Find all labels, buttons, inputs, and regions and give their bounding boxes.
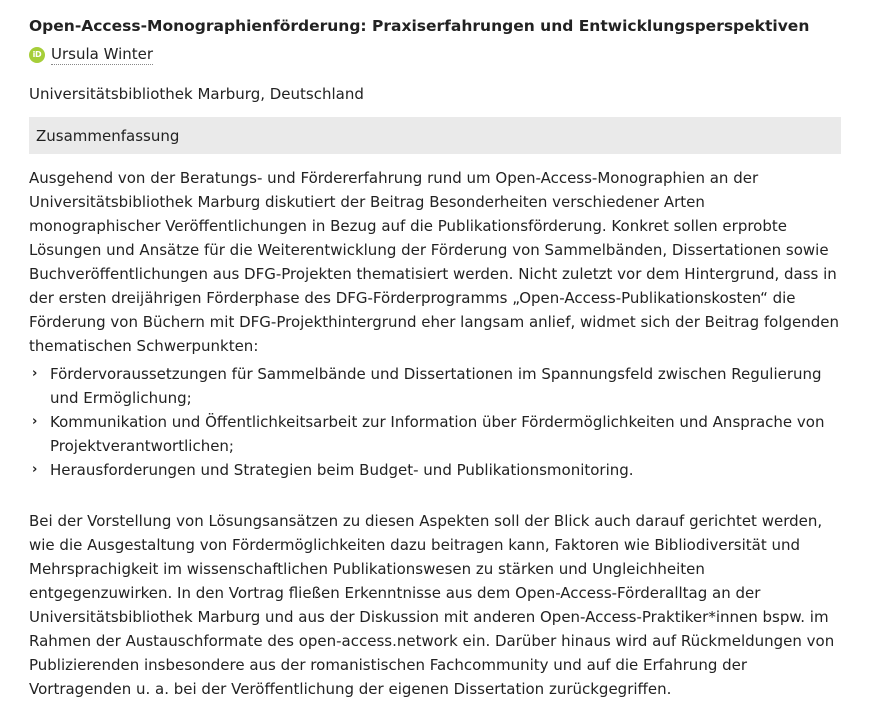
chevron-right-icon: ›	[32, 414, 38, 429]
chevron-right-icon: ›	[32, 462, 38, 477]
author-link[interactable]: Ursula Winter	[51, 45, 154, 63]
abstract-heading	[29, 117, 841, 154]
article-title: Open-Access-Monographienförderung: Praxiserfahrungen und Entwicklungsperspektiven	[29, 17, 810, 35]
orcid-icon-label: iD	[32, 50, 42, 59]
list-item	[29, 458, 841, 482]
list-item-text: Herausforderungen und Strategien beim Budget- und Publikationsmonitoring.	[50, 461, 634, 479]
list-item	[29, 362, 841, 410]
author-row	[29, 43, 841, 67]
list-item-text: Kommunikation und Öffentlichkeitsarbeit zur Information über Fördermöglichkeiten und Ansprache von Projektverantwortlichen;	[50, 413, 825, 455]
abstract-body	[29, 166, 841, 701]
abstract-bullet-list	[29, 362, 841, 482]
chevron-right-icon: ›	[32, 366, 38, 381]
list-item	[29, 410, 841, 458]
author-affiliation: Universitätsbibliothek Marburg, Deutschland	[29, 85, 364, 103]
article-page	[29, 15, 841, 701]
list-item-text: Fördervoraussetzungen für Sammelbände und Dissertationen im Spannungsfeld zwischen Regulierung und Ermöglichung;	[50, 365, 822, 407]
abstract-paragraph-2: Bei der Vorstellung von Lösungsansätzen zu diesen Aspekten soll der Blick auch darauf gerichtet werden, wie die Ausgestaltung von Fördermöglichkeiten dazu beitragen kann, Faktoren wie Bibliodiversität und Mehrsprachigkeit im wissenschaftlichen Publikationswesen zu stärken und Ungleichheiten entgegenzuwirken. In den Vortrag fließen Erkenntnisse aus dem Open-Access-Förderalltag an der Universitätsbibliothek Marburg und aus der Diskussion mit anderen Open-Access-Praktiker*innen bspw. im Rahmen der Austauschformate des open-access.network ein. Darüber hinaus wird auf Rückmeldungen von Publizierenden insbesondere aus der romanistischen Fachcommunity und auf die Erfahrung der Vortragenden u. a. bei der Veröffentlichung der eigenen Dissertation zurückgegriffen.	[29, 512, 835, 698]
abstract-heading-label: Zusammenfassung	[36, 126, 180, 145]
abstract-paragraph-1: Ausgehend von der Beratungs- und Fördererfahrung rund um Open-Access-Monographien an der Universitätsbibliothek Marburg diskutiert der Beitrag Besonderheiten verschiedener Arten monographischer Veröffentlichungen in Bezug auf die Publikationsförderung. Konkret sollen erprobte Lösungen und Ansätze für die Weiterentwicklung der Förderung von Sammelbänden, Dissertationen sowie Buchveröffentlichungen aus DFG-Projekten thematisiert werden. Nicht zuletzt vor dem Hintergrund, dass in der ersten dreijährigen Förderphase des DFG-Förderprogramms „Open-Access-Publikationskosten“ die Förderung von Büchern mit DFG-Projekthintergrund eher langsam anlief, widmet sich der Beitrag folgenden thematischen Schwerpunkten:	[29, 169, 840, 355]
orcid-icon[interactable]	[29, 47, 45, 63]
